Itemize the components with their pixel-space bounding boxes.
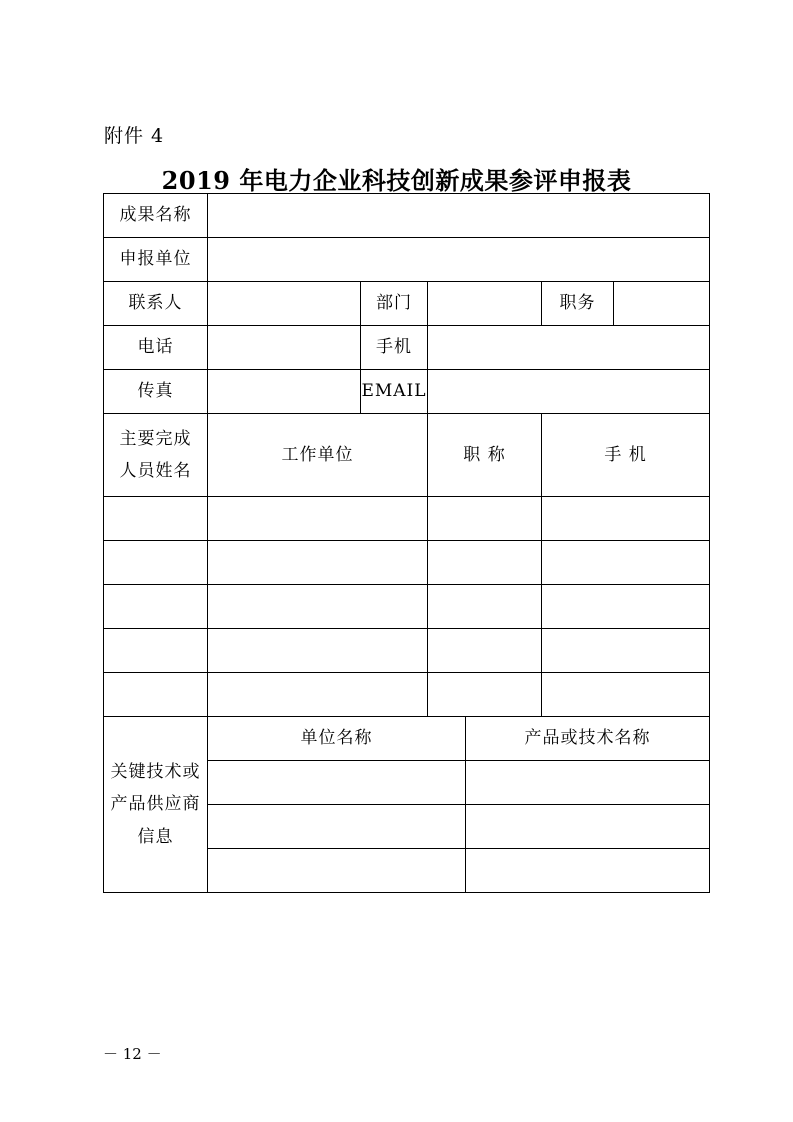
members-label: [104, 414, 208, 497]
member-mobile-field[interactable]: [542, 629, 710, 673]
member-row: [104, 629, 710, 673]
member-title-field[interactable]: [428, 497, 542, 541]
page-number: － 12 －: [103, 1045, 162, 1063]
application-form-table: [103, 193, 710, 893]
member-title-field[interactable]: [428, 541, 542, 585]
member-mobile-field[interactable]: [542, 673, 710, 717]
row-phone: [104, 326, 710, 370]
department-field[interactable]: [428, 282, 542, 326]
position-field[interactable]: [614, 282, 710, 326]
applicant-unit-label: 申报单位: [104, 238, 208, 282]
member-row: [104, 541, 710, 585]
members-label-line2: 人员姓名: [119, 461, 192, 481]
contact-field[interactable]: [208, 282, 361, 326]
supplier-label-line2: 产品供应商: [110, 794, 201, 815]
member-mobile-field[interactable]: [542, 541, 710, 585]
members-label-line1: 主要完成: [119, 428, 192, 449]
supplier-label: [104, 717, 208, 893]
supplier-col-unit-name: 单位名称: [208, 717, 466, 761]
contact-label: 联系人: [104, 282, 208, 326]
member-mobile-field[interactable]: [542, 497, 710, 541]
row-applicant-unit: [104, 238, 710, 282]
supplier-label-line3: 信息: [137, 826, 174, 847]
members-col-work-unit: 工作单位: [208, 414, 428, 497]
phone-field[interactable]: [208, 326, 361, 370]
supplier-unit-name-field[interactable]: [208, 805, 466, 849]
fax-label: 传真: [104, 370, 208, 414]
member-mobile-field[interactable]: [542, 585, 710, 629]
email-label: EMAIL: [361, 370, 428, 414]
applicant-unit-field[interactable]: [208, 238, 710, 282]
achievement-name-label: 成果名称: [104, 194, 208, 238]
member-row: [104, 497, 710, 541]
supplier-product-name-field[interactable]: [466, 761, 710, 805]
members-col-mobile: 手 机: [542, 414, 710, 497]
member-title-field[interactable]: [428, 673, 542, 717]
member-name-field[interactable]: [104, 585, 208, 629]
row-contact: [104, 282, 710, 326]
form-title: 2019 年电力企业科技创新成果参评申报表: [161, 166, 632, 195]
member-work-unit-field[interactable]: [208, 673, 428, 717]
supplier-product-name-field[interactable]: [466, 849, 710, 893]
supplier-col-product-name: 产品或技术名称: [466, 717, 710, 761]
member-title-field[interactable]: [428, 629, 542, 673]
achievement-name-field[interactable]: [208, 194, 710, 238]
phone-label: 电话: [104, 326, 208, 370]
row-supplier-header: [104, 717, 710, 761]
row-fax: [104, 370, 710, 414]
email-field[interactable]: [428, 370, 710, 414]
member-row: [104, 585, 710, 629]
supplier-unit-name-field[interactable]: [208, 761, 466, 805]
member-title-field[interactable]: [428, 585, 542, 629]
member-name-field[interactable]: [104, 541, 208, 585]
supplier-unit-name-field[interactable]: [208, 849, 466, 893]
member-work-unit-field[interactable]: [208, 497, 428, 541]
supplier-label-line1: 关键技术或: [110, 762, 201, 783]
member-name-field[interactable]: [104, 497, 208, 541]
member-work-unit-field[interactable]: [208, 585, 428, 629]
member-row: [104, 673, 710, 717]
member-name-field[interactable]: [104, 673, 208, 717]
member-work-unit-field[interactable]: [208, 541, 428, 585]
supplier-product-name-field[interactable]: [466, 805, 710, 849]
fax-field[interactable]: [208, 370, 361, 414]
attachment-label: 附件 4: [104, 125, 165, 147]
members-col-title: 职 称: [428, 414, 542, 497]
department-label: 部门: [361, 282, 428, 326]
member-work-unit-field[interactable]: [208, 629, 428, 673]
mobile-label: 手机: [361, 326, 428, 370]
row-members-header: [104, 414, 710, 497]
position-label: 职务: [542, 282, 614, 326]
row-achievement-name: [104, 194, 710, 238]
mobile-field[interactable]: [428, 326, 710, 370]
member-name-field[interactable]: [104, 629, 208, 673]
